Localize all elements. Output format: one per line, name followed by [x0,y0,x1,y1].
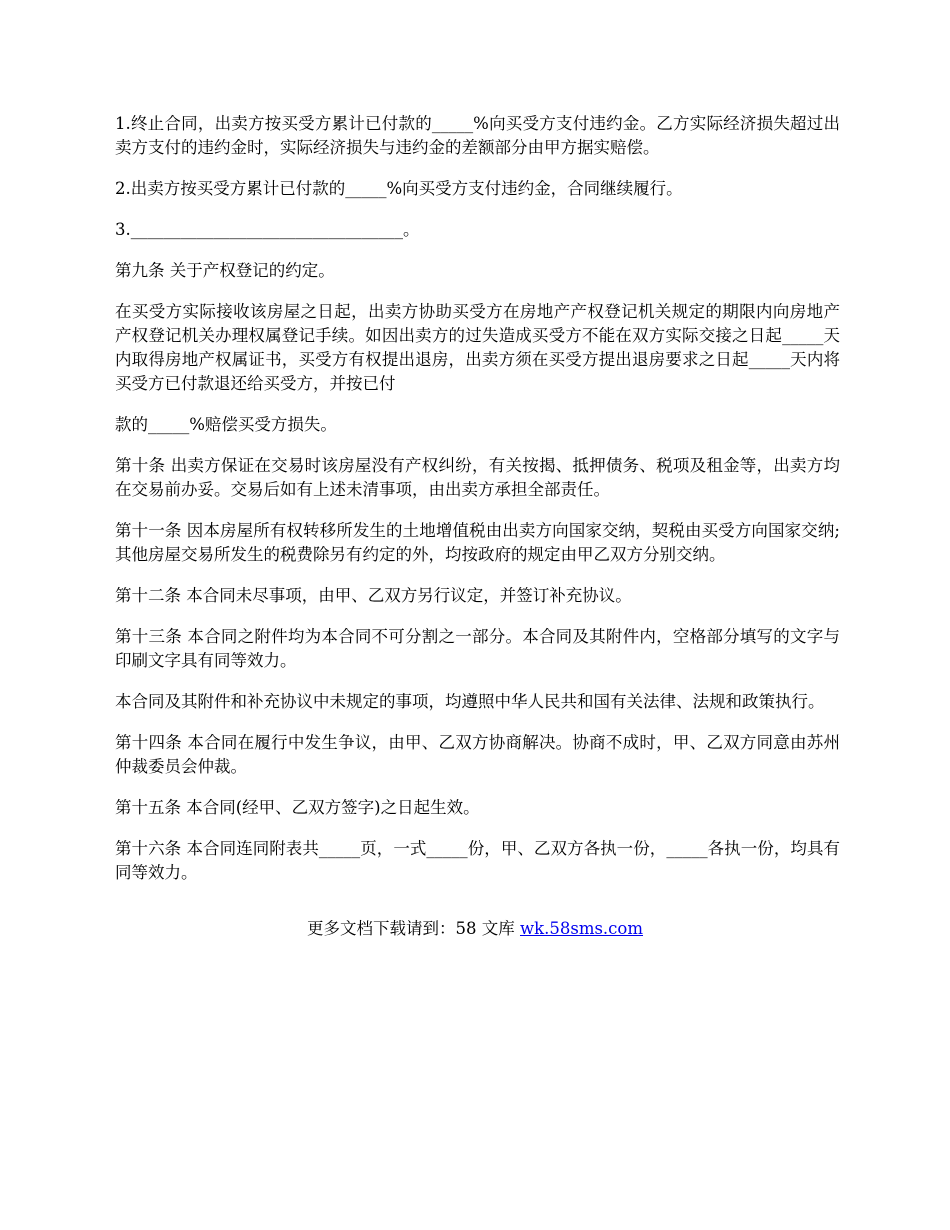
article-13-supplement: 本合同及其附件和补充协议中未规定的事项，均遵照中华人民共和国有关法律、法规和政策执行。 [115,692,825,711]
clause-3-blank: 3._________________________________。 [115,220,420,239]
article-9-body: 在买受方实际接收该房屋之日起，出卖方协助买受方在房地产产权登记机关规定的期限内向房地产产权登记机关办理权属登记手续。如因出卖方的过失造成买受方不能在双方实际交接之日起_____天内取得房地产权属证书，买受方有权提出退房，出卖方须在买受方提出退房要求之日起_____天内将买受方已付款退还给买受方，并按已付 [115,302,840,393]
article-10: 第十条 出卖方保证在交易时该房屋没有产权纠纷，有关按揭、抵押债务、税项及租金等，出卖方均在交易前办妥。交易后如有上述未清事项，由出卖方承担全部责任。 [115,456,840,499]
article-9-continued: 款的_____%赔偿买受方损失。 [115,415,337,434]
article-13: 第十三条 本合同之附件均为本合同不可分割之一部分。本合同及其附件内，空格部分填写的文字与印刷文字具有同等效力。 [115,627,840,670]
article-14: 第十四条 本合同在履行中发生争议，由甲、乙双方协商解决。协商不成时，甲、乙双方同意由苏州仲裁委员会仲裁。 [115,733,840,776]
footer-text: 更多文档下载请到：58 文库 [306,919,520,938]
article-16: 第十六条 本合同连同附表共_____页，一式_____份，甲、乙双方各执一份，_____各执一份，均具有同等效力。 [115,839,840,882]
download-footer [0,917,950,941]
footer-link[interactable]: wk.58sms.com [519,919,643,938]
clause-1-terminate: 1.终止合同，出卖方按买受方累计已付款的_____%向买受方支付违约金。乙方实际经济损失超过出卖方支付的违约金时，实际经济损失与违约金的差额部分由甲方据实赔偿。 [115,114,840,157]
clause-2-continue: 2.出卖方按买受方累计已付款的_____%向买受方支付违约金，合同继续履行。 [115,179,683,198]
article-15: 第十五条 本合同(经甲、乙双方签字)之日起生效。 [115,798,480,817]
document-body [115,112,840,902]
article-12: 第十二条 本合同未尽事项，由甲、乙双方另行议定，并签订补充协议。 [115,586,632,605]
article-11: 第十一条 因本房屋所有权转移所发生的土地增值税由出卖方向国家交纳，契税由买受方向国家交纳;其他房屋交易所发生的税费除另有约定的外，均按政府的规定由甲乙双方分别交纳。 [115,521,840,564]
article-9-heading: 第九条 关于产权登记的约定。 [115,261,335,280]
